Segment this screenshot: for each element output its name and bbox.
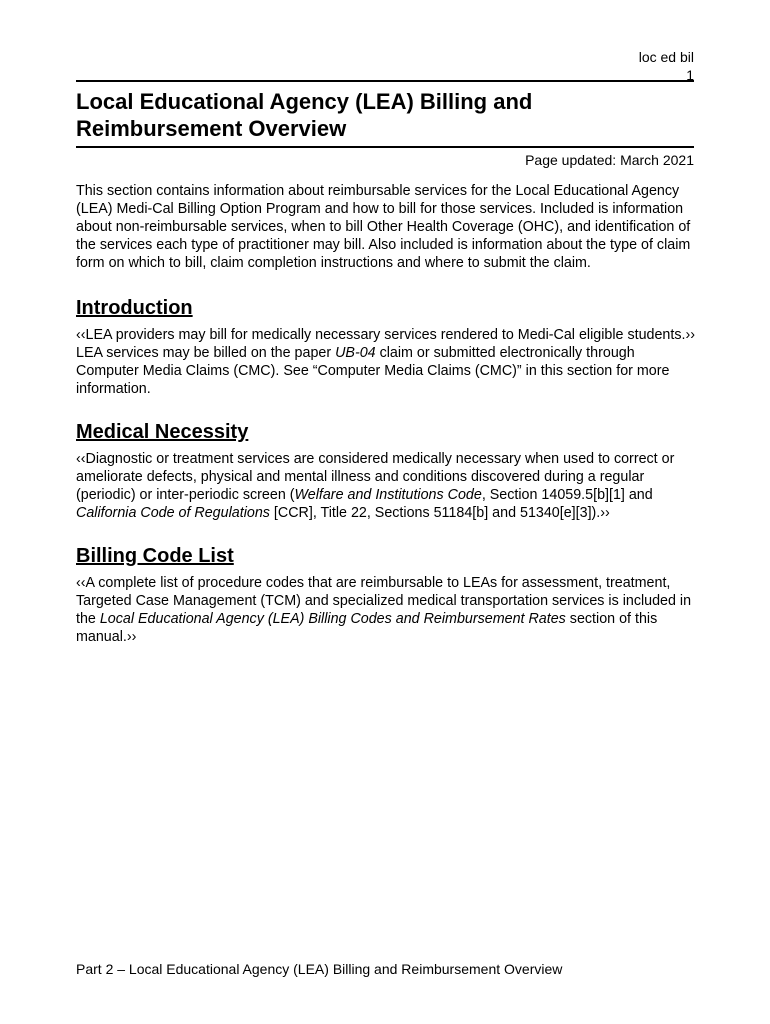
medical-necessity-text-3: [CCR], Title 22, Sections 51184[b] and 51340[e][3]).›› bbox=[269, 505, 610, 521]
billing-codes-section-reference: Local Educational Agency (LEA) Billing Codes and Reimbursement Rates bbox=[99, 611, 566, 627]
title-top-rule bbox=[76, 80, 694, 82]
medical-necessity-paragraph bbox=[76, 450, 696, 522]
billing-code-list-text-1: ‹‹A complete list of procedure codes that are reimbursable to LEAs for assessment, treatment, Targeted Case Management (TCM) and specialized medical transportation services is included in the bbox=[76, 575, 692, 627]
introduction-paragraph bbox=[76, 326, 696, 398]
section-introduction bbox=[76, 296, 696, 398]
doc-code: loc ed bil bbox=[638, 49, 694, 65]
title-block bbox=[76, 80, 694, 168]
medical-necessity-text-1: ‹‹Diagnostic or treatment services are considered medically necessary when used to correct or ameliorate defects, physical and mental illness and conditions discovered during a regular (periodic) or inter-periodic screen ( bbox=[76, 451, 675, 503]
welfare-code-reference: Welfare and Institutions Code bbox=[294, 487, 482, 503]
section-medical-necessity bbox=[76, 420, 696, 522]
page-title-line-2: Reimbursement Overview bbox=[76, 116, 347, 141]
introduction-text-1: ‹‹LEA providers may bill for medically necessary services rendered to Medi-Cal eligible students.›› LEA services may be billed on the paper bbox=[76, 327, 695, 361]
section-heading-introduction: Introduction bbox=[76, 297, 193, 319]
page-updated-date: Page updated: March 2021 bbox=[525, 152, 694, 168]
billing-code-list-text-2: section of this manual.›› bbox=[76, 611, 658, 645]
section-heading-medical-necessity: Medical Necessity bbox=[76, 421, 249, 443]
page-footer: Part 2 – Local Educational Agency (LEA) Billing and Reimbursement Overview bbox=[76, 961, 563, 977]
intro-paragraph: This section contains information about reimbursable services for the Local Educational Agency (LEA) Medi-Cal Billing Option Program and how to bill for those services. Included is information about non-reimbursable services, when to bill Other Health Coverage (OHC), and identification of the services each type of practitioner may bill. Also included is information about the type of claim form on which to bill, claim completion instructions and where to submit the claim. bbox=[76, 183, 691, 271]
section-billing-code-list bbox=[76, 544, 696, 646]
introduction-text-2: claim or submitted electronically through Computer Media Claims (CMC). See “Computer Media Claims (CMC)” in this section for more information. bbox=[76, 345, 670, 397]
section-heading-billing-code-list: Billing Code List bbox=[76, 545, 234, 567]
title-bottom-rule bbox=[76, 146, 694, 148]
page-header bbox=[639, 48, 694, 84]
page-number: 1 bbox=[686, 67, 694, 83]
ub04-reference: UB-04 bbox=[335, 345, 376, 361]
ccr-reference: California Code of Regulations bbox=[76, 505, 270, 521]
page-title bbox=[76, 88, 694, 142]
page-title-line-1: Local Educational Agency (LEA) Billing and bbox=[76, 89, 533, 114]
medical-necessity-text-2: , Section 14059.5[b][1] and bbox=[481, 487, 653, 503]
document-body bbox=[76, 182, 696, 668]
billing-code-list-paragraph bbox=[76, 574, 696, 646]
